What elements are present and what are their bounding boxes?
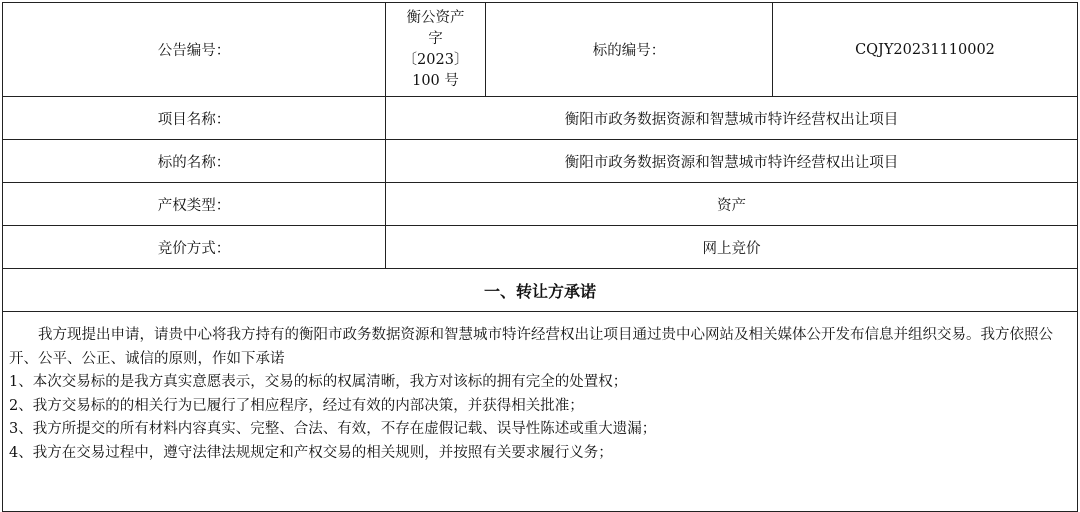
notice-number-line: 〔2023〕: [402, 51, 469, 68]
bidding-method-value: 网上竞价: [386, 226, 1078, 269]
property-type-value: 资产: [386, 183, 1078, 226]
commitment-item: 3、我方所提交的所有材料内容真实、完整、合法、有效，不存在虚假记载、误导性陈述或重大遗漏；: [9, 421, 657, 437]
commitment-item: 4、我方在交易过程中，遵守法律法规规定和产权交易的相关规则，并按照有关要求履行义务；: [9, 444, 613, 461]
commitment-item: 1、本次交易标的是我方真实意愿表示，交易的标的权属清晰，我方对该标的拥有完全的处置权；: [9, 374, 628, 390]
row-section-title: [3, 269, 1078, 312]
notice-number-value: [386, 3, 486, 97]
subject-number-value: CQJY20231110002: [773, 3, 1078, 97]
row-bidding-method: [3, 226, 1078, 269]
bidding-method-label: 竞价方式：: [3, 226, 386, 269]
row-notice-number: [3, 3, 1078, 97]
row-commitment-body: [3, 312, 1078, 512]
commitment-intro: 我方现提出申请，请贵中心将我方持有的衡阳市政务数据资源和智慧城市特许经营权出让项目通过贵中心网站及相关媒体公开发布信息并组织交易。我方依照公开、公平、公正、诚信的原则，作如下承诺: [9, 327, 1053, 367]
commitment-body: [3, 312, 1078, 512]
notice-number-line: 100 号: [412, 72, 459, 89]
project-name-value: 衡阳市政务数据资源和智慧城市特许经营权出让项目: [386, 97, 1078, 140]
row-property-type: [3, 183, 1078, 226]
notice-number-label: 公告编号：: [3, 3, 386, 97]
subject-name-value: 衡阳市政务数据资源和智慧城市特许经营权出让项目: [386, 140, 1078, 183]
row-project-name: [3, 97, 1078, 140]
commitment-item: 2、我方交易标的的相关行为已履行了相应程序，经过有效的内部决策，并获得相关批准；: [9, 397, 584, 414]
subject-number-label: 标的编号：: [486, 3, 773, 97]
section-title: 一、转让方承诺: [3, 269, 1078, 312]
row-subject-name: [3, 140, 1078, 183]
notice-number-line: 衡公资产: [406, 9, 465, 26]
property-type-label: 产权类型：: [3, 183, 386, 226]
project-name-label: 项目名称：: [3, 97, 386, 140]
announcement-table: [2, 2, 1078, 512]
notice-number-line: 字: [428, 30, 443, 47]
subject-name-label: 标的名称：: [3, 140, 386, 183]
